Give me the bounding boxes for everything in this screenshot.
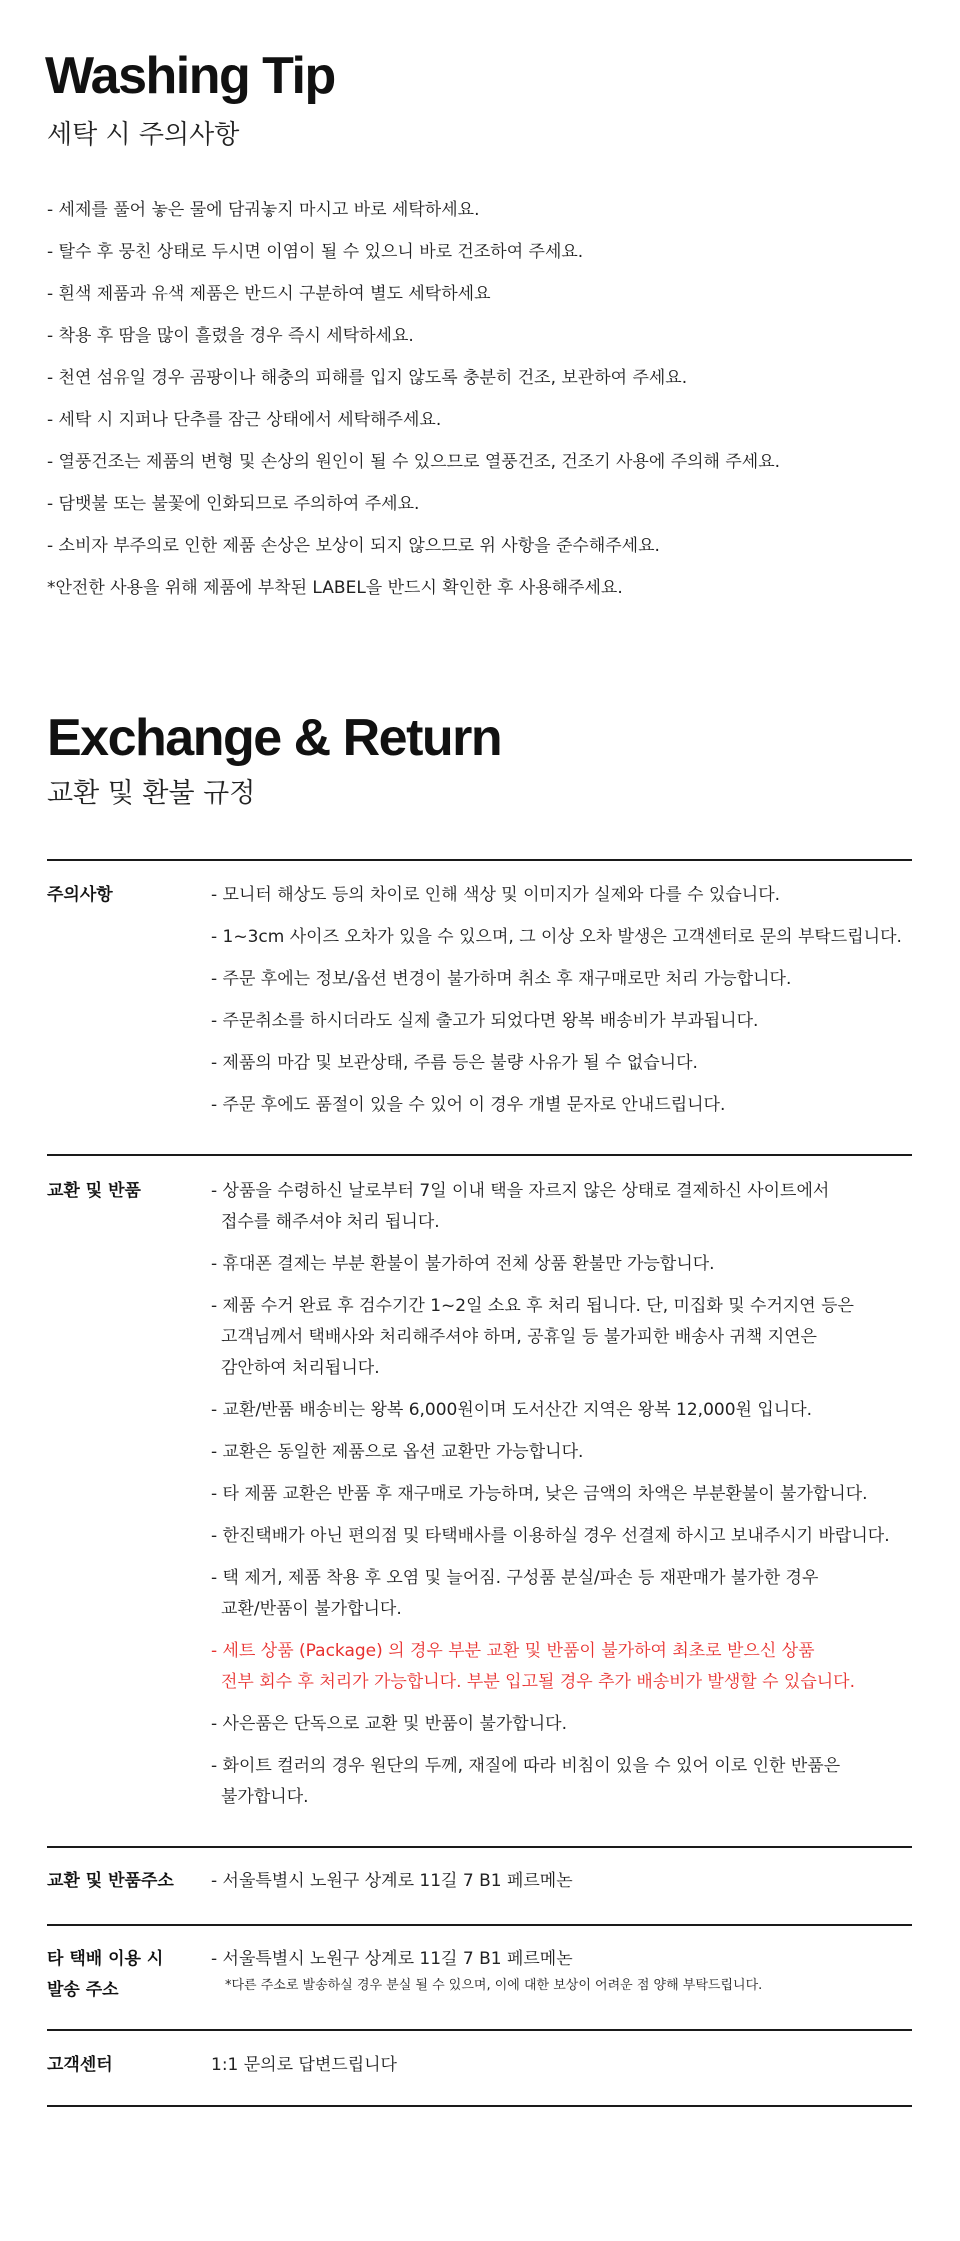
notice-label: 주의사항: [47, 885, 113, 905]
customer-center-label: 고객센터: [47, 2055, 113, 2075]
list-item: *안전한 사용을 위해 제품에 부착된 LABEL을 반드시 확인한 후 사용해주세요.: [47, 578, 623, 598]
return-address-label: 교환 및 반품주소: [47, 1871, 174, 1891]
list-item: - 소비자 부주의로 인한 제품 손상은 보상이 되지 않으므로 위 사항을 준수해주세요.: [47, 536, 660, 556]
list-item-line: - 상품을 수령하신 날로부터 7일 이내 택을 자르지 않은 상태로 결제하신 사이트에서: [211, 1181, 830, 1201]
list-item: - 열풍건조는 제품의 변형 및 손상의 원인이 될 수 있으므로 열풍건조, 건조기 사용에 주의해 주세요.: [47, 452, 781, 472]
returns-label: 교환 및 반품: [47, 1181, 141, 1201]
list-item-line: - 타 제품 교환은 반품 후 재구매로 가능하며, 낮은 금액의 차액은 부분환불이 불가합니다.: [211, 1484, 868, 1504]
highlighted-list-item: [211, 1636, 890, 1698]
washing-tip-list: [47, 199, 780, 619]
list-item-line: 불가합니다.: [221, 1787, 309, 1807]
other-courier-label-line2: 발송 주소: [47, 1980, 119, 2000]
list-item-line: - 한진택배가 아닌 편의점 및 타택배사를 이용하실 경우 선결제 하시고 보내주시기 바랍니다.: [211, 1526, 890, 1546]
list-item: - 세제를 풀어 놓은 물에 담궈놓지 마시고 바로 세탁하세요.: [47, 200, 480, 220]
notice-list: [211, 880, 902, 1132]
list-item: [211, 1709, 890, 1740]
list-item-line: - 제품 수거 완료 후 검수기간 1~2일 소요 후 처리 됩니다. 단, 미집화 및 수거지연 등은: [211, 1296, 854, 1316]
list-item: [211, 1437, 890, 1468]
list-item-line: - 교환은 동일한 제품으로 옵션 교환만 가능합니다.: [211, 1442, 584, 1462]
list-item: - 모니터 해상도 등의 차이로 인해 색상 및 이미지가 실제와 다를 수 있습니다.: [211, 885, 781, 905]
customer-center-value: 1:1 문의로 답변드립니다: [211, 2055, 397, 2075]
list-item-line: 고객님께서 택배사와 처리해주셔야 하며, 공휴일 등 불가피한 배송사 귀책 지연은: [221, 1327, 817, 1347]
list-item: [211, 1395, 890, 1426]
list-item-line: - 휴대폰 결제는 부분 환불이 불가하여 전체 상품 환불만 가능합니다.: [211, 1254, 715, 1274]
other-courier-value-block: [211, 1944, 762, 1997]
list-item-line: - 화이트 컬러의 경우 원단의 두께, 재질에 따라 비침이 있을 수 있어 이로 인한 반품은: [211, 1756, 841, 1776]
list-item: - 주문 후에는 정보/옵션 변경이 불가하며 취소 후 재구매로만 처리 가능합니다.: [211, 969, 792, 989]
list-item: - 착용 후 땀을 많이 흘렸을 경우 즉시 세탁하세요.: [47, 326, 414, 346]
list-item: [211, 1751, 890, 1813]
divider: [47, 2105, 912, 2107]
divider: [47, 1846, 912, 1848]
other-courier-address: - 서울특별시 노원구 상계로 11길 7 B1 페르메논: [211, 1949, 573, 1969]
washing-tip-title: Washing Tip: [45, 47, 335, 105]
divider: [47, 859, 912, 861]
washing-tip-subtitle: 세탁 시 주의사항: [47, 120, 240, 150]
list-item-line: 접수를 해주셔야 처리 됩니다.: [221, 1212, 440, 1232]
list-item-line: - 교환/반품 배송비는 왕복 6,000원이며 도서산간 지역은 왕복 12,000원 입니다.: [211, 1400, 813, 1420]
list-item: - 세탁 시 지퍼나 단추를 잠근 상태에서 세탁해주세요.: [47, 410, 442, 430]
list-item: - 제품의 마감 및 보관상태, 주름 등은 불량 사유가 될 수 없습니다.: [211, 1053, 698, 1073]
other-courier-label-line1: 타 택배 이용 시: [47, 1949, 164, 1969]
returns-list: [211, 1176, 890, 1824]
exchange-return-title: Exchange & Return: [47, 709, 502, 767]
list-item-line: 전부 회수 후 처리가 가능합니다. 부분 입고될 경우 추가 배송비가 발생할 수 있습니다.: [221, 1672, 856, 1692]
list-item: [211, 1249, 890, 1280]
list-item: [211, 1291, 890, 1384]
list-item: [211, 1479, 890, 1510]
list-item-line: - 세트 상품 (Package) 의 경우 부분 교환 및 반품이 불가하여 최초로 받으신 상품: [211, 1641, 815, 1661]
list-item: [211, 1176, 890, 1238]
divider: [47, 1924, 912, 1926]
other-courier-note: *다른 주소로 발송하실 경우 분실 될 수 있으며, 이에 대한 보상이 어려운 점 양해 부탁드립니다.: [225, 1978, 763, 1993]
list-item: - 1~3cm 사이즈 오차가 있을 수 있으며, 그 이상 오차 발생은 고객센터로 문의 부탁드립니다.: [211, 927, 902, 947]
list-item: - 천연 섬유일 경우 곰팡이나 해충의 피해를 입지 않도록 충분히 건조, 보관하여 주세요.: [47, 368, 688, 388]
list-item: - 담뱃불 또는 불꽃에 인화되므로 주의하여 주세요.: [47, 494, 420, 514]
list-item: - 탈수 후 뭉친 상태로 두시면 이염이 될 수 있으니 바로 건조하여 주세요.: [47, 242, 584, 262]
list-item: [211, 1563, 890, 1625]
return-address-value: - 서울특별시 노원구 상계로 11길 7 B1 페르메논: [211, 1871, 573, 1891]
list-item: [211, 1521, 890, 1552]
divider: [47, 1154, 912, 1156]
list-item-line: 감안하여 처리됩니다.: [221, 1358, 380, 1378]
divider: [47, 2029, 912, 2031]
list-item-line: - 사은품은 단독으로 교환 및 반품이 불가합니다.: [211, 1714, 567, 1734]
list-item: - 주문취소를 하시더라도 실제 출고가 되었다면 왕복 배송비가 부과됩니다.: [211, 1011, 759, 1031]
list-item: - 주문 후에도 품절이 있을 수 있어 이 경우 개별 문자로 안내드립니다.: [211, 1095, 726, 1115]
exchange-return-subtitle: 교환 및 환불 규정: [47, 778, 256, 809]
list-item: - 흰색 제품과 유색 제품은 반드시 구분하여 별도 세탁하세요: [47, 284, 491, 304]
list-item-line: - 택 제거, 제품 착용 후 오염 및 늘어짐. 구성품 분실/파손 등 재판매가 불가한 경우: [211, 1568, 819, 1588]
list-item-line: 교환/반품이 불가합니다.: [221, 1599, 402, 1619]
